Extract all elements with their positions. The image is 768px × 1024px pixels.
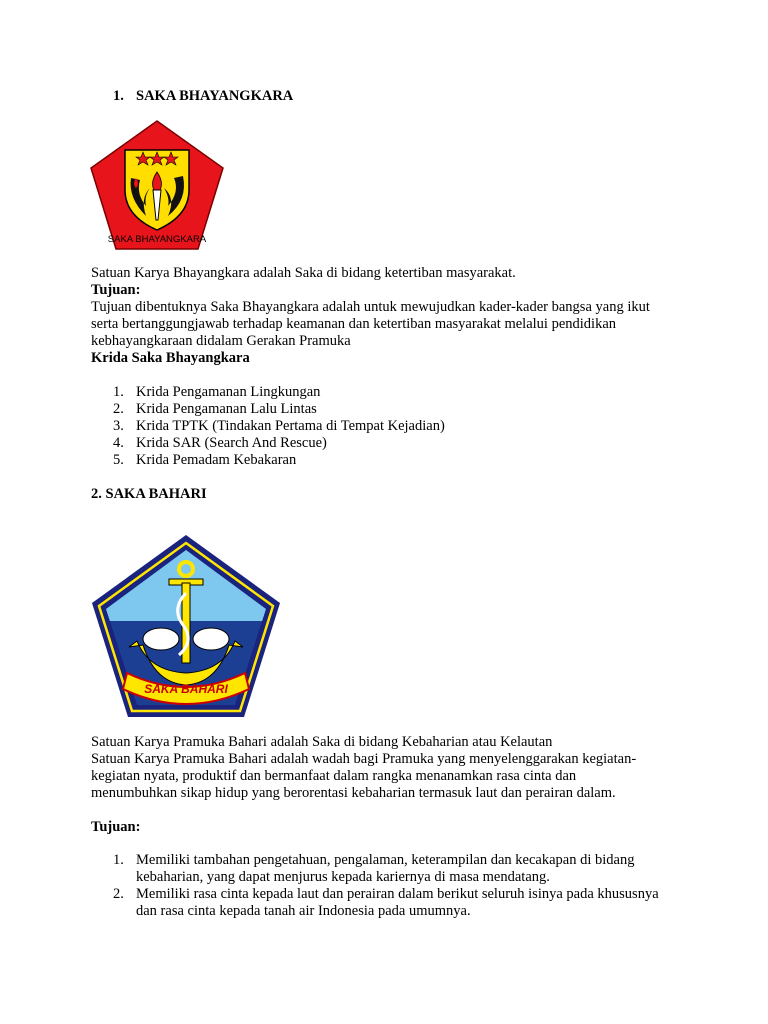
section1-tujuan-line: kebhayangkaraan didalam Gerakan Pramuka bbox=[91, 333, 351, 349]
krida-item: Krida Pengamanan Lalu Lintas bbox=[136, 401, 317, 417]
section1-tujuan-label: Tujuan: bbox=[91, 282, 141, 298]
section1-title: SAKA BHAYANGKARA bbox=[136, 88, 294, 104]
section2-title: 2. SAKA BAHARI bbox=[91, 486, 207, 502]
krida-item: Krida Pemadam Kebakaran bbox=[136, 452, 297, 468]
krida-item: Krida TPTK (Tindakan Pertama di Tempat Kejadian) bbox=[136, 418, 445, 434]
section2-intro-line: Satuan Karya Pramuka Bahari adalah Saka di bidang Kebaharian atau Kelautan bbox=[91, 734, 553, 750]
logo2-text: SAKA BAHARI bbox=[144, 682, 228, 696]
list-number: 2. bbox=[113, 401, 124, 417]
krida-item: Krida SAR (Search And Rescue) bbox=[136, 435, 327, 451]
logo1-text: SAKA BHAYANGKARA bbox=[107, 234, 207, 245]
tujuan-item-line: dan rasa cinta kepada tanah air Indonesia pada umumnya. bbox=[136, 903, 471, 919]
krida-title: Krida Saka Bhayangkara bbox=[91, 350, 250, 366]
section1-tujuan-line: serta bertanggungjawab terhadap keamanan dan ketertiban masyarakat melalui pendidikan bbox=[91, 316, 617, 332]
section2-intro-line: menumbuhkan sikap hidup yang berorentasi kebaharian termasuk laut dan perairan dalam. bbox=[91, 785, 616, 801]
list-number: 1. bbox=[113, 852, 124, 868]
list-number: 3. bbox=[113, 418, 124, 434]
list-number: 5. bbox=[113, 452, 124, 468]
section1-number: 1. bbox=[113, 88, 124, 104]
section2-tujuan-label: Tujuan: bbox=[91, 819, 141, 835]
krida-item: Krida Pengamanan Lingkungan bbox=[136, 384, 321, 400]
list-number: 4. bbox=[113, 435, 124, 451]
section2-intro-line: Satuan Karya Pramuka Bahari adalah wadah bagi Pramuka yang menyelenggarakan kegiatan- bbox=[91, 751, 637, 767]
section2-intro-line: kegiatan nyata, produktif dan bermanfaat dalam rangka menanamkan rasa cinta dan bbox=[91, 768, 577, 784]
list-number: 1. bbox=[113, 384, 124, 400]
section1-tujuan-line: Tujuan dibentuknya Saka Bhayangkara adalah untuk mewujudkan kader-kader bangsa yang ikut bbox=[91, 299, 650, 315]
saka-bhayangkara-logo bbox=[88, 118, 226, 252]
section1-intro: Satuan Karya Bhayangkara adalah Saka di bidang ketertiban masyarakat. bbox=[91, 265, 516, 281]
list-number: 2. bbox=[113, 886, 124, 902]
tujuan-item-line: Memiliki tambahan pengetahuan, pengalaman, keterampilan dan kecakapan di bidang bbox=[136, 852, 635, 868]
saka-bahari-logo bbox=[89, 533, 283, 721]
tujuan-item-line: kebaharian, yang dapat menjurus kepada kariernya di masa mendatang. bbox=[136, 869, 550, 885]
tujuan-item-line: Memiliki rasa cinta kepada laut dan perairan dalam berikut seluruh isinya pada khususnya bbox=[136, 886, 659, 902]
